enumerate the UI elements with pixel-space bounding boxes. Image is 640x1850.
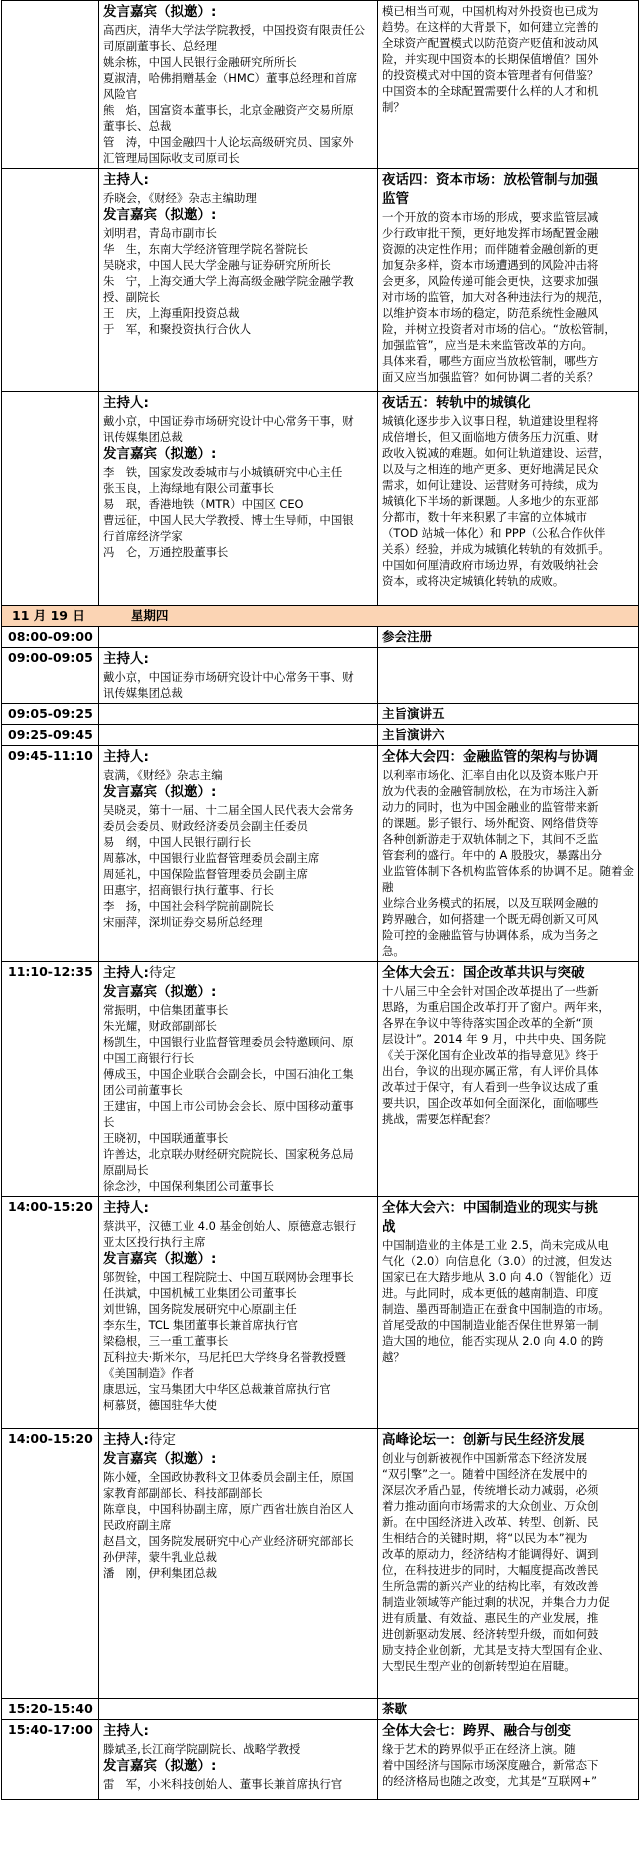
time-cell: 14:00-15:20 xyxy=(2,1429,99,1699)
text-line: 趋势。在这样的大背景下，如何建立完善的 xyxy=(382,20,599,34)
text-line: 讯传媒集团总裁 xyxy=(103,686,183,700)
session-title: 全体大会七：跨界、融合与创变 xyxy=(382,1723,571,1739)
text-line: 许善达，北京联办财经研究院院长、国家税务总局 xyxy=(103,1147,354,1161)
session-cell xyxy=(378,1197,639,1429)
time-cell: 09:45-11:10 xyxy=(2,746,99,962)
text-line: 亚太区投行执行主席 xyxy=(103,1235,206,1249)
speakers-cell xyxy=(99,962,378,1197)
text-line: 吴晓灵，第十一届、十二届全国人民代表大会常务 xyxy=(103,803,354,817)
text-line: 的经济格局也随之改变，尤其是“互联网+” xyxy=(382,1774,597,1788)
role-label: 发言嘉宾（拟邀）: xyxy=(103,1451,217,1467)
host-value: 待定 xyxy=(148,965,176,981)
session-title: 参会注册 xyxy=(378,627,639,648)
text-line: 汇管理局国际收支司原司长 xyxy=(103,151,240,165)
text-line: 梁稳根，三一重工董事长 xyxy=(103,1334,229,1348)
time-cell: 15:20-15:40 xyxy=(2,1699,99,1720)
text-line: 袁满，《财经》杂志主编 xyxy=(103,768,223,782)
text-line: 管套利的盛行。年中的 A 股股灾，暴露出分 xyxy=(382,848,603,862)
text-line: 险，并树立投资者对市场的信心。“放松管制， xyxy=(382,322,616,336)
text-line: 柯慕贤，德国驻华大使 xyxy=(103,1398,217,1412)
host-line xyxy=(103,964,373,983)
text-line: 民政府副主席 xyxy=(103,1518,172,1532)
text-line: 业监管体制下各机构监管体系的协调不足。随着金融 xyxy=(382,864,634,894)
text-line: 司原副董事长、总经理 xyxy=(103,39,217,53)
text-line: 进有质量、有效益、惠民生的产业发展，推 xyxy=(382,1611,599,1625)
session-title: 全体大会五：国企改革共识与突破 xyxy=(382,965,585,981)
text-line: 着中国经济与国际市场深度融合，新常态下 xyxy=(382,1758,599,1772)
session-cell xyxy=(378,962,639,1197)
text-line: 雷 军，小米科技创始人、董事长兼首席执行官 xyxy=(103,1777,343,1791)
text-line: 李 扬，中国社会科学院前副院长 xyxy=(103,899,274,913)
session-title: 高峰论坛一：创新与民生经济发展 xyxy=(382,1432,585,1448)
text-line: 瓦科拉夫·斯米尔，马尼托巴大学终身名誉教授暨 xyxy=(103,1350,346,1364)
role-label: 主持人: xyxy=(103,965,149,981)
role-label: 主持人: xyxy=(103,651,149,667)
text-line: 具体来看，哪些方面应当放松管制，哪些方 xyxy=(382,354,599,368)
text-line: 生所急需的新兴产业的结构比率，有效改善 xyxy=(382,1579,599,1593)
text-line: 中国工商银行行长 xyxy=(103,1051,195,1065)
text-line: 中国资本的全球配置需要什么样的人才和机 xyxy=(382,84,599,98)
role-label: 主持人: xyxy=(103,749,149,765)
time-cell: 15:40-17:00 xyxy=(2,1720,99,1800)
agenda-row xyxy=(2,169,639,392)
text-line: 康思远，宝马集团大中华区总裁兼首席执行官 xyxy=(103,1382,331,1396)
speakers-cell xyxy=(99,648,378,704)
text-line: 加强监管”，应当是未来监管改革的方向。 xyxy=(382,338,593,352)
role-label: 发言嘉宾（拟邀）: xyxy=(103,1758,217,1774)
role-label: 主持人: xyxy=(103,1723,149,1739)
text-line: 董事长、总裁 xyxy=(103,119,172,133)
text-line: 团公司前董事长 xyxy=(103,1083,183,1097)
time-cell: 11:10-12:35 xyxy=(2,962,99,1197)
text-line: 王建宙，中国上市公司协会会长、原中国移动董事 xyxy=(103,1099,354,1113)
text-line: 层设计”。2014 年 9 月，中共中央、国务院 xyxy=(382,1032,606,1046)
text-line: 面又应当加强监管？如何协调二者的关系？ xyxy=(382,370,599,384)
session-cell xyxy=(378,648,639,704)
weekday-label: 星期四 xyxy=(130,608,169,623)
text-line: 委员会委员、财政经济委员会副主任委员 xyxy=(103,819,309,833)
agenda-row xyxy=(2,1699,639,1720)
text-line: 要共识，国企改革如何全面深化，面临哪些 xyxy=(382,1096,599,1110)
role-label: 主持人: xyxy=(103,395,149,411)
text-line: 着力推动面向市场需求的大众创业、万众创 xyxy=(382,1499,599,1513)
text-line: 刘明君，青岛市副市长 xyxy=(103,226,217,240)
text-line: 滕斌圣,长江商学院副院长、战略学教授 xyxy=(103,1742,301,1756)
time-cell xyxy=(2,392,99,606)
agenda-row xyxy=(2,725,639,746)
text-line: 政收入锐减的难题。如何让轨道建设、运营， xyxy=(382,446,610,460)
text-line: 周慕冰，中国银行业监督管理委员会副主席 xyxy=(103,851,320,865)
host-line xyxy=(103,1431,373,1450)
text-line: 以维护资本市场的稳定，防范系统性金融风 xyxy=(382,306,599,320)
text-line: 大型民生型产业的创新转型迫在眉睫。 xyxy=(382,1659,576,1673)
text-line: 跨界融合，如何搭建一个既无碍创新又可风 xyxy=(382,912,599,926)
text-line: 的课题。影子银行、场外配资、网络借贷等 xyxy=(382,816,599,830)
session-cell xyxy=(378,392,639,606)
agenda-row xyxy=(2,648,639,704)
text-line: 位，在科技进步的同时，大幅度提高改善民 xyxy=(382,1563,599,1577)
session-title: 夜话四：资本市场：放松管制与加强 xyxy=(382,172,598,188)
speakers-cell xyxy=(99,392,378,606)
role-label: 发言嘉宾（拟邀）: xyxy=(103,1251,217,1267)
date-row xyxy=(2,606,639,627)
text-line: 蔡洪平，汉德工业 4.0 基金创始人、原德意志银行 xyxy=(103,1219,357,1233)
text-line: 王晓初，中国联通董事长 xyxy=(103,1131,229,1145)
text-line: 于 军，和聚投资执行合伙人 xyxy=(103,322,252,336)
time-cell: 08:00-09:00 xyxy=(2,627,99,648)
text-line: 《关于深化国有企业改革的指导意见》终于 xyxy=(382,1048,599,1062)
time-cell: 09:05-09:25 xyxy=(2,704,99,725)
text-line: 高西庆，清华大学法学院教授，中国投资有限责任公 xyxy=(103,23,365,37)
text-line: 的投资模式对中国的资本管理者有何借鉴？ xyxy=(382,68,599,82)
text-line: 需求，如何让建设、运营财务可持续，成为 xyxy=(382,478,599,492)
text-line: 气化（2.0）向信息化（3.0）的过渡，但发达 xyxy=(382,1254,612,1268)
text-line: 朱光耀，财政部副部长 xyxy=(103,1019,217,1033)
text-line: 傅成玉，中国企业联合会副会长，中国石油化工集 xyxy=(103,1067,354,1081)
text-line: 吴晓求，中国人民大学金融与证券研究所所长 xyxy=(103,258,331,272)
text-line: 首尾受敌的中国制造业能否保住世界第一制 xyxy=(382,1318,599,1332)
speakers-cell xyxy=(99,1,378,169)
text-line: 资本，或将决定城镇化转轨的成败。 xyxy=(382,574,565,588)
session-title: 监管 xyxy=(382,191,409,207)
session-title: 主旨演讲五 xyxy=(378,704,639,725)
text-line: 以利率市场化、汇率自由化以及资本账户开 xyxy=(382,768,599,782)
text-line: 任洪斌，中国机械工业集团公司董事长 xyxy=(103,1286,297,1300)
text-line: 资源的决定性作用；而伴随着金融创新的更 xyxy=(382,242,599,256)
text-line: 易 珉，香港地铁（MTR）中国区 CEO xyxy=(103,497,304,511)
text-line: 缘于艺术的跨界似乎正在经济上演。随 xyxy=(382,1742,576,1756)
agenda-row xyxy=(2,962,639,1197)
text-line: 急。 xyxy=(382,944,405,958)
text-line: 加复杂多样，资本市场遭遇到的风险冲击将 xyxy=(382,258,599,272)
text-line: 险可控的金融监管与协调体系，成为当务之 xyxy=(382,928,599,942)
text-line: 分都市，数十年来积累了丰富的立体城市 xyxy=(382,510,588,524)
text-line: 城镇化下半场的新课题。人多地少的东亚部 xyxy=(382,494,599,508)
time-cell xyxy=(2,169,99,392)
role-label: 发言嘉宾（拟邀）: xyxy=(103,446,217,462)
agenda-row xyxy=(2,1,639,169)
text-line: 成倍增长，但又面临地方债务压力沉重、财 xyxy=(382,430,599,444)
text-line: 陈小娅，全国政协教科文卫体委员会副主任，原国 xyxy=(103,1470,354,1484)
session-cell xyxy=(378,169,639,392)
text-line: 田惠宇，招商银行执行董事、行长 xyxy=(103,883,274,897)
text-line: 一个开放的资本市场的形成，要求监管层减 xyxy=(382,210,599,224)
text-line: 行首席经济学家 xyxy=(103,529,183,543)
speakers-cell xyxy=(99,1197,378,1429)
text-line: 王 庆，上海重阳投资总裁 xyxy=(103,306,240,320)
text-line: 以及与之相连的地产更多、更好地满足民众 xyxy=(382,462,599,476)
text-line: 出台，争议的出现亦属正常，有人评价具体 xyxy=(382,1064,599,1078)
text-line: 张玉良，上海绿地有限公司董事长 xyxy=(103,481,274,495)
text-line: 创业与创新被视作中国新常态下经济发展 xyxy=(382,1451,588,1465)
text-line: 长 xyxy=(103,1115,115,1129)
text-line: 国家已在大踏步地从 3.0 向 4.0（智能化）迈 xyxy=(382,1270,612,1284)
text-line: 全球资产配置模式以防范资产贬值和波动风 xyxy=(382,36,599,50)
text-line: “双引擎”之一。随着中国经济在发展中的 xyxy=(382,1467,588,1481)
session-cell xyxy=(378,1720,639,1800)
session-title: 战 xyxy=(382,1219,396,1235)
session-cell xyxy=(378,1429,639,1699)
role-label: 主持人: xyxy=(103,172,149,188)
text-line: 宋丽萍，深圳证券交易所总经理 xyxy=(103,915,263,929)
text-line: 业综合业务模式的拓展，以及互联网金融的 xyxy=(382,896,599,910)
agenda-row xyxy=(2,627,639,648)
speakers-cell xyxy=(99,746,378,962)
text-line: 新。在中国经济进入改革、转型、创新、民 xyxy=(382,1515,599,1529)
time-cell: 09:25-09:45 xyxy=(2,725,99,746)
text-line: 李 铁，国家发改委城市与小城镇研究中心主任 xyxy=(103,465,343,479)
text-line: 生相结合的关键时期，将“以民为本”视为 xyxy=(382,1531,588,1545)
agenda-row xyxy=(2,704,639,725)
session-cell xyxy=(378,746,639,962)
time-cell: 14:00-15:20 xyxy=(2,1197,99,1429)
role-label: 主持人: xyxy=(103,1200,149,1216)
text-line: 易 纲，中国人民银行副行长 xyxy=(103,835,252,849)
role-label: 主持人: xyxy=(103,1432,149,1448)
text-line: 曹远征，中国人民大学教授、博士生导师，中国银 xyxy=(103,513,354,527)
text-line: 徐念沙，中国保利集团公司董事长 xyxy=(103,1179,274,1193)
speakers-cell xyxy=(99,1699,378,1720)
host-value: 待定 xyxy=(148,1432,176,1448)
text-line: 刘世锦，国务院发展研究中心原副主任 xyxy=(103,1302,297,1316)
text-line: 管 涛，中国金融四十人论坛高级研究员、国家外 xyxy=(103,135,354,149)
text-line: 家教育部副部长、科技部副部长 xyxy=(103,1486,263,1500)
date-label: 11 月 19 日 xyxy=(12,608,85,623)
text-line: 李东生，TCL 集团董事长兼首席执行官 xyxy=(103,1318,299,1332)
session-title: 茶歇 xyxy=(378,1699,639,1720)
text-line: 熊 焰，国富资本董事长，北京金融资产交易所原 xyxy=(103,103,354,117)
text-line: 孙伊萍，蒙牛乳业总裁 xyxy=(103,1550,217,1564)
text-line: 潘 刚，伊利集团总裁 xyxy=(103,1566,217,1580)
text-line: 制造、墨西哥制造正在蚕食中国制造的市场。 xyxy=(382,1302,610,1316)
text-line: 险，并实现中国资本的长期保值增值？国外 xyxy=(382,52,599,66)
text-line: 赵昌文，国务院发展研究中心产业经济研究部部长 xyxy=(103,1534,354,1548)
text-line: 励支持企业创新，尤其是支持大型国有企业、 xyxy=(382,1643,610,1657)
text-line: 华 生，东南大学经济管理学院名誉院长 xyxy=(103,242,309,256)
text-line: 周延礼，中国保险监督管理委员会副主席 xyxy=(103,867,309,881)
speakers-cell xyxy=(99,627,378,648)
session-title: 夜话五：转轨中的城镇化 xyxy=(382,395,531,411)
text-line: 夏淑清，哈佛捐赠基金（HMC）董事总经理和首席 xyxy=(103,71,358,85)
text-line: 少行政审批干预，更好地发挥市场配置金融 xyxy=(382,226,599,240)
agenda-row xyxy=(2,392,639,606)
text-line: 改革过于保守，有人看到一些争议达成了重 xyxy=(382,1080,599,1094)
text-line: 授、副院长 xyxy=(103,290,160,304)
agenda-row xyxy=(2,1429,639,1699)
speakers-cell xyxy=(99,1720,378,1800)
text-line: 深层次矛盾凸显，传统增长动力减弱，必须 xyxy=(382,1483,599,1497)
agenda-row xyxy=(2,1197,639,1429)
role-label: 发言嘉宾（拟邀）: xyxy=(103,984,217,1000)
text-line: 姚余栋，中国人民银行金融研究所所长 xyxy=(103,55,297,69)
session-cell xyxy=(378,1,639,169)
text-line: 中国如何厘清政府市场边界，有效吸纳社会 xyxy=(382,558,599,572)
text-line: 思路，为重启国企改革打开了窗户。两年来， xyxy=(382,1000,610,1014)
speakers-cell xyxy=(99,725,378,746)
text-line: 杨凯生，中国银行业监督管理委员会特邀顾问、原 xyxy=(103,1035,354,1049)
text-line: 会更多，风险传递可能会更快，这要求加强 xyxy=(382,274,599,288)
text-line: 中国制造业的主体是工业 2.5，尚未完成从电 xyxy=(382,1238,609,1252)
text-line: 冯 仑，万通控股董事长 xyxy=(103,545,229,559)
agenda-row xyxy=(2,746,639,962)
agenda-table xyxy=(1,0,639,1800)
text-line: 造大国的地位，能否实现从 2.0 向 4.0 的跨 xyxy=(382,1334,604,1348)
role-label: 发言嘉宾（拟邀）: xyxy=(103,784,217,800)
text-line: 朱 宁，上海交通大学上海高级金融学院金融学教 xyxy=(103,274,354,288)
time-cell: 09:00-09:05 xyxy=(2,648,99,704)
text-line: 风险官 xyxy=(103,87,138,101)
time-cell xyxy=(2,1,99,169)
session-title: 主旨演讲六 xyxy=(378,725,639,746)
text-line: 邬贺铨，中国工程院院士、中国互联网协会理事长 xyxy=(103,1270,354,1284)
text-line: 模已相当可观，中国机构对外投资也已成为 xyxy=(382,4,599,18)
text-line: 常振明，中信集团董事长 xyxy=(103,1003,229,1017)
text-line: 越？ xyxy=(382,1350,405,1364)
text-line: 十八届三中全会针对国企改革提出了一些新 xyxy=(382,984,599,998)
session-title: 全体大会六：中国制造业的现实与挑 xyxy=(382,1200,598,1216)
session-title: 全体大会四：金融监管的架构与协调 xyxy=(382,749,598,765)
text-line: 各界在争议中等待落实国企改革的全新“顶 xyxy=(382,1016,593,1030)
text-line: 讯传媒集团总裁 xyxy=(103,430,183,444)
text-line: 制造业领域等产能过剩的状况，并集合力力促 xyxy=(382,1595,610,1609)
role-label: 发言嘉宾（拟邀）: xyxy=(103,4,217,20)
role-label: 发言嘉宾（拟邀）: xyxy=(103,207,217,223)
text-line: 各种创新游走于双轨体制之下，其间不乏监 xyxy=(382,832,599,846)
text-line: 《美国制造》作者 xyxy=(103,1366,195,1380)
text-line: 制？ xyxy=(382,100,405,114)
text-line: （TOD 站城一体化）和 PPP（公私合作伙伴 xyxy=(382,526,606,540)
text-line: 乔晓会，《财经》杂志主编助理 xyxy=(103,191,257,205)
text-line: 戴小京，中国证券市场研究设计中心常务干事、财 xyxy=(103,670,354,684)
text-line: 改革的原动力，经济结构才能调得好、调到 xyxy=(382,1547,599,1561)
text-line: 关系）经验，并成为城镇化转轨的有效抓手。 xyxy=(382,542,610,556)
text-line: 原副局长 xyxy=(103,1163,149,1177)
speakers-cell xyxy=(99,1429,378,1699)
text-line: 戴小京，中国证券市场研究设计中心常务干事，财 xyxy=(103,414,354,428)
text-line: 陈章良，中国科协副主席，原广西省壮族自治区人 xyxy=(103,1502,354,1516)
text-line: 放为代表的金融管制放松，在为市场注入新 xyxy=(382,784,599,798)
text-line: 进创新驱动发展、经济转型升级，而如何鼓 xyxy=(382,1627,599,1641)
text-line: 进。与此同时，成本更低的越南制造、印度 xyxy=(382,1286,599,1300)
text-line: 城镇化逐步步入议事日程，轨道建设里程将 xyxy=(382,414,599,428)
text-line: 挑战，需要怎样配套？ xyxy=(382,1112,496,1126)
speakers-cell xyxy=(99,704,378,725)
speakers-cell xyxy=(99,169,378,392)
text-line: 对市场的监管，加大对各种违法行为的规范， xyxy=(382,290,610,304)
date-cell xyxy=(2,606,639,627)
agenda-row xyxy=(2,1720,639,1800)
text-line: 动力的同时，也为中国金融业的监管带来新 xyxy=(382,800,599,814)
